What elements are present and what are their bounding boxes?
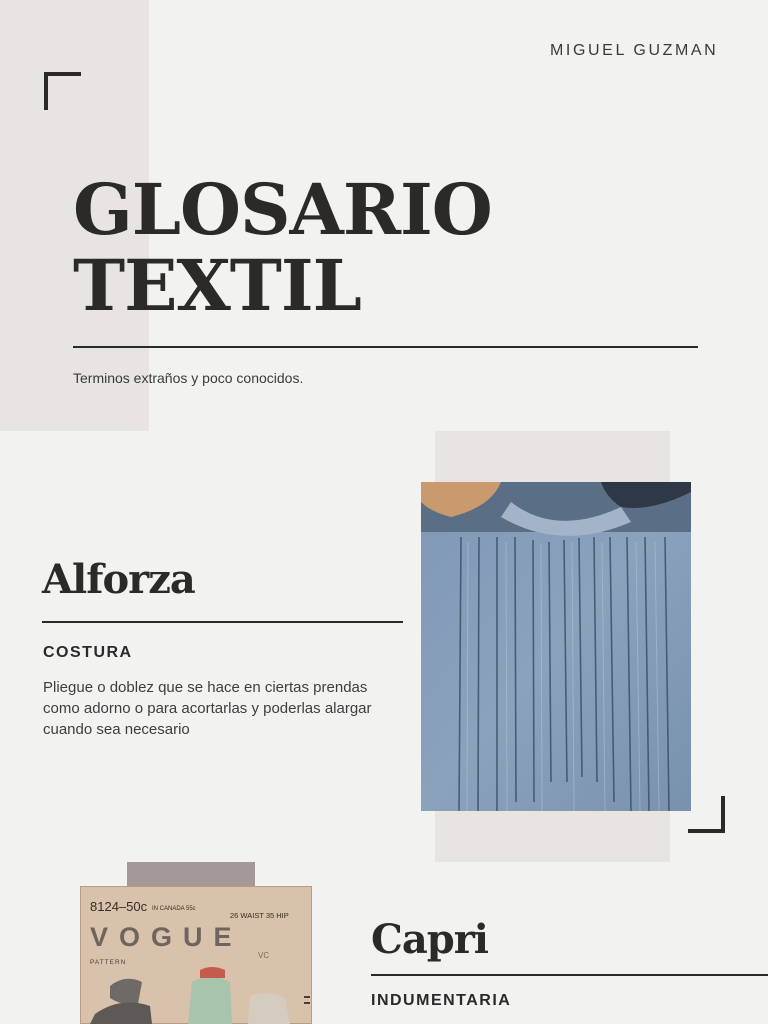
- vogue-pattern-size: 26 WAIST 35 HIP: [230, 911, 289, 920]
- entry-divider-capri: [371, 974, 768, 976]
- entry-term-alforza: Alforza: [42, 556, 195, 603]
- vogue-brand: VOGUE: [90, 922, 243, 952]
- vogue-pattern-mark: VC: [258, 951, 270, 960]
- vogue-pattern-canada: IN CANADA 55c: [152, 906, 196, 912]
- vogue-pattern-image: [80, 886, 312, 1024]
- entry-category-alforza: COSTURA: [43, 644, 133, 661]
- entry-divider-alforza: [42, 621, 403, 623]
- corner-bracket-top-left: [44, 72, 81, 110]
- subtitle: Terminos extraños y poco conocidos.: [73, 370, 304, 386]
- entry-term-capri: Capri: [371, 916, 488, 963]
- entry-category-capri: INDUMENTARIA: [371, 992, 512, 1009]
- vogue-pattern-label: PATTERN: [90, 959, 127, 966]
- title-line-1: GLOSARIO: [73, 168, 492, 251]
- author-name: MIGUEL GUZMAN: [550, 42, 719, 59]
- corner-bracket-bottom-right: [688, 796, 725, 833]
- title-line-2: TEXTIL: [73, 244, 361, 327]
- entry-description-alforza: Pliegue o doblez que se hace en ciertas prendas como adorno o para acortarlas y poderlas alargar cuando sea necesario: [43, 679, 372, 738]
- page-title: [73, 168, 492, 327]
- title-divider: [73, 346, 698, 348]
- vogue-pattern-number: 8124–50c: [90, 899, 148, 914]
- pleated-shirt-photo: [421, 482, 691, 811]
